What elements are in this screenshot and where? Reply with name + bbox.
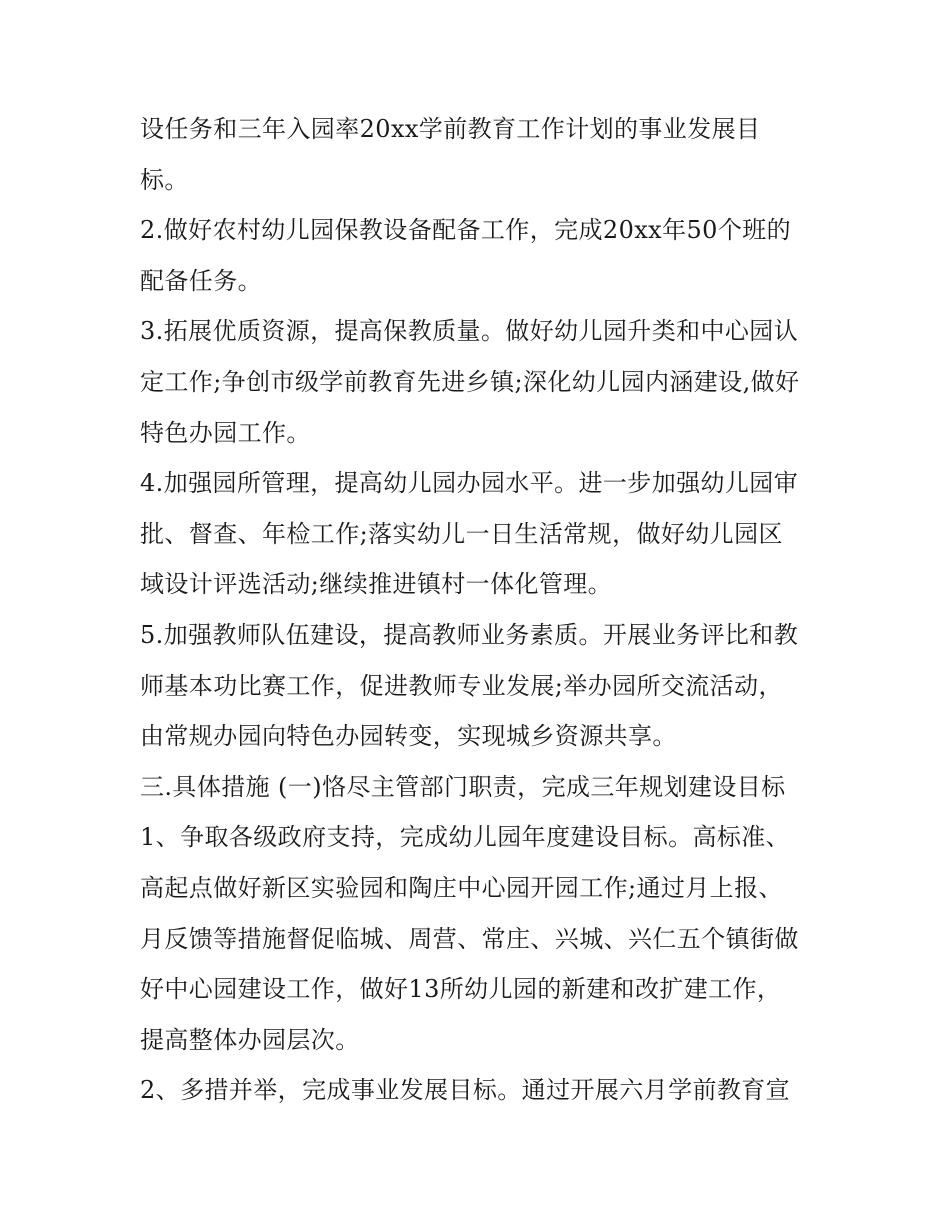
text-line: 域设计评选活动;继续推进镇村一体化管理。 — [140, 570, 613, 599]
text-line: 定工作;争创市级学前教育先进乡镇;深化幼儿园内涵建设,做好 — [140, 367, 800, 396]
text-line: 3.拓展优质资源，提高保教质量。做好幼儿园升类和中心园认 — [140, 317, 799, 346]
text-line: 标。 — [140, 165, 189, 194]
text-line: 好中心园建设工作，做好13所幼儿园的新建和改扩建工作， — [140, 975, 782, 1004]
text-line: 高起点做好新区实验园和陶庄中心园开园工作;通过月上报、 — [140, 873, 783, 902]
text-line: 提高整体办园层次。 — [140, 1025, 360, 1054]
text-line: 4.加强园所管理，提高幼儿园办园水平。进一步加强幼儿园审 — [140, 469, 799, 498]
text-line: 2.做好农村幼儿园保教设备配备工作，完成20xx年50个班的 — [140, 216, 792, 245]
document-body — [140, 104, 820, 1116]
text-line: 设任务和三年入园率20xx学前教育工作计划的事业发展目 — [140, 115, 761, 143]
text-line: 2、多措并举，完成事业发展目标。通过开展六月学前教育宣 — [140, 1076, 791, 1105]
text-line: 由常规办园向特色办园转变，实现城乡资源共享。 — [140, 722, 677, 751]
text-line: 5.加强教师队伍建设，提高教师业务素质。开展业务评比和教 — [140, 620, 799, 649]
text-line: 1、争取各级政府支持，完成幼儿园年度建设目标。高标准、 — [140, 823, 791, 852]
text-line: 师基本功比赛工作，促进教师专业发展;举办园所交流活动， — [140, 671, 783, 700]
text-line: 月反馈等措施督促临城、周营、常庄、兴城、兴仁五个镇街做 — [140, 924, 799, 953]
text-line: 三.具体措施 (一)恪尽主管部门职责，完成三年规划建设目标 — [140, 772, 786, 801]
text-line: 特色办园工作。 — [140, 418, 311, 447]
text-line: 配备任务。 — [140, 266, 262, 295]
text-line: 批、督查、年检工作;落实幼儿一日生活常规，做好幼儿园区 — [140, 519, 783, 548]
